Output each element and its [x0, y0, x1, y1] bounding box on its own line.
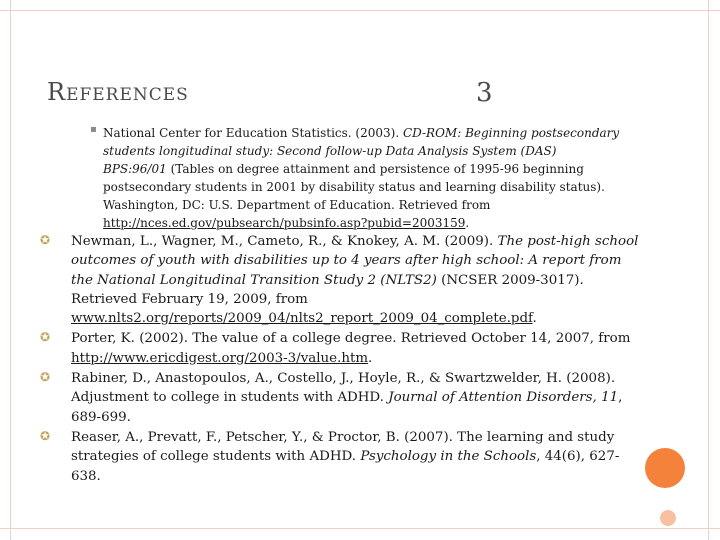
- ref-italic: Psychology in the Schools: [360, 449, 537, 465]
- decorative-pink-circle: [660, 510, 676, 526]
- reference-item: [40, 428, 640, 486]
- bullet-icon: ✪: [40, 330, 51, 345]
- small-bullet-icon: ▪: [90, 124, 97, 135]
- bullet-icon: ✪: [40, 370, 51, 385]
- ref-tail: .: [532, 311, 537, 327]
- ref-italic: CD-ROM: Beginning postsecondary students longitudinal study: Second follow-up Data Analysis System (DAS) BPS:96/01: [103, 126, 620, 176]
- ref-text: , 44(6), 627-638.: [71, 449, 620, 484]
- ref-text: (NCSER 2009-3017). Retrieved February 19, 2009, from: [71, 272, 584, 307]
- bullet-icon: ✪: [40, 428, 51, 443]
- frame-left-line: [10, 0, 11, 540]
- ref-link[interactable]: www.nlts2.org/reports/2009_04/nlts2_report_2009_04_complete.pdf: [71, 311, 533, 327]
- decorative-orange-circle: [645, 448, 685, 488]
- reference-item: [40, 369, 640, 427]
- ref-italic: The post-high school outcomes of youth with disabilities up to 4 years after high school: A report from the National Longitudinal Transition Study 2 (NLTS2): [71, 234, 639, 288]
- reference-item: [40, 329, 640, 368]
- ref-link[interactable]: http://nces.ed.gov/pubsearch/pubsinfo.asp?pubid=2003159: [103, 216, 466, 230]
- ref-text: (Tables on degree attainment and persistence of 1995-96 beginning postsecondary students in 2001 by disability status and learning disability status). Washington, DC: U.S. Department of Education. Retrieved from: [103, 162, 605, 212]
- ref-link[interactable]: http://www.ericdigest.org/2003-3/value.htm: [71, 350, 369, 366]
- ref-text: Porter, K. (2002). The value of a college degree. Retrieved October 14, 2007, from: [71, 331, 631, 347]
- ref-text: Rabiner, D., Anastopoulos, A., Costello, J., Hoyle, R., & Swartzwelder, H. (2008). Adjustment to college in students with ADHD.: [71, 371, 616, 406]
- reference-item: [40, 232, 640, 328]
- reference-list: [40, 232, 640, 487]
- ref-italic: Journal of Attention Disorders, 11: [388, 390, 619, 406]
- ref-text: , 689-699.: [71, 390, 623, 425]
- frame-top-line: [0, 10, 720, 11]
- frame-right-line: [708, 0, 709, 540]
- reference-nces: [103, 124, 623, 232]
- ref-tail: .: [465, 216, 470, 230]
- slide-number: 3: [476, 78, 493, 108]
- frame-bottom-line: [0, 528, 720, 529]
- ref-text: Reaser, A., Prevatt, F., Petscher, Y., & Proctor, B. (2007). The learning and study strategies of college students with ADHD.: [71, 429, 615, 465]
- ref-tail: .: [368, 350, 373, 366]
- ref-text: Newman, L., Wagner, M., Cameto, R., & Knokey, A. M. (2009).: [71, 234, 498, 249]
- slide-title: References: [47, 78, 189, 106]
- ref-text: National Center for Education Statistics. (2003).: [103, 126, 403, 140]
- bullet-icon: ✪: [40, 233, 51, 247]
